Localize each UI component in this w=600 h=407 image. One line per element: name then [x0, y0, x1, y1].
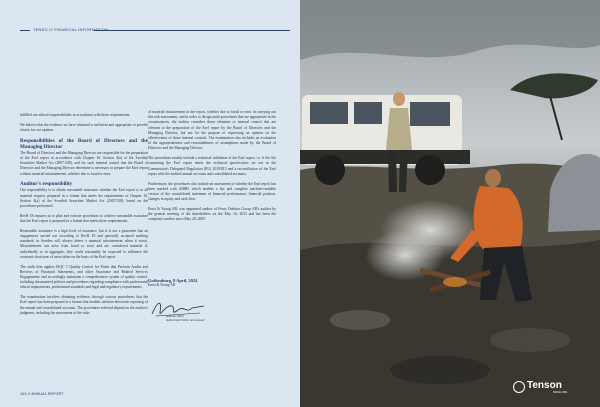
- text-column-right: [148, 110, 276, 227]
- logo-tagline: SINCE 1951: [553, 391, 568, 394]
- header-rule-right: [94, 30, 290, 31]
- intro-paragraph: fulfilled our ethical responsibilities in accordance with these requirements.: [20, 113, 131, 117]
- page-footer: 104 /// ANNUAL REPORT: [20, 392, 64, 396]
- paragraph: Furthermore, the procedures also include an assessment of whether the Esef report has been marked with iXBRL which enables a fair and complete machine-readable version of the consolidated statement of financial performance, financial position, changes in equity and cash flow.: [148, 181, 276, 202]
- paragraph: Ernst & Young AB, was appointed auditor of Fenix Outdoor Group AB's auditor by the general meeting of the shareholders on the May 16, 2023 and has been the company's auditor since May 20, 2005.: [148, 207, 276, 222]
- paragraph: Reasonable assurance is a high level of assurance, but it is not a guarantee that an engagement carried out according to RevR 18 and generally accepted auditing standards in Sweden will always detect a material misstatement when it exists. Misstatements can arise from fraud or error and are considered material if, individually or in aggregate, they could reasonably be expected to influence the economic decisions of users taken on the basis of the Esef report.: [20, 228, 148, 259]
- paragraph: The examination involves obtaining evidence, through various procedures, that the Esef report has been prepared in a format that enables uniform electronic reporting of the annual and consolidated accounts. The procedures selected depend on the auditor's judgment, including the assessment of the risks: [20, 295, 148, 315]
- section-label: TENSO /// FINANCIAL INFORMATION: [33, 27, 109, 32]
- signatory-role: Authorized Public Accountant: [166, 318, 205, 322]
- page-header: [20, 27, 290, 33]
- logo-wordmark: Tenson: [527, 380, 562, 391]
- signature-date: Gothenburg, 8 April, 2024: [148, 278, 198, 283]
- signatory-title: [166, 314, 204, 322]
- audit-firm: Ernst & Young AB: [148, 283, 176, 287]
- header-rule-left: [20, 30, 30, 31]
- paragraph: The Board of Directors and the Managing Director are responsible for the preparation of the Esef report in accordance with Chapter 16, Section 4(a) of the Swedish Securities Market Act (2007:528), and for such internal control that the Board of Directors and the Managing Director determine is necessary to prepare the Esef report without material misstatements, whether due to fraud or error.: [20, 150, 148, 176]
- paragraph: The audit firm applies ISQC 1 Quality Control for Firms that Perform Audits and Reviews of Financial Statements, and other Assurance and Related Services Engagements and accordingly maintains a comprehensive system of quality control, including documented policies and procedures regarding compliance with professional ethical requirements, professional standards and legal and regulatory requirements.: [20, 264, 148, 290]
- paragraph: RevR 18 requires us to plan and execute procedures to achieve reasonable assurance that the Esef report is prepared in a format that meets these requirements.: [20, 213, 148, 224]
- heading-auditor-responsibility: Auditor's responsibility: [20, 181, 73, 188]
- text-column-left: [20, 113, 148, 321]
- intro-paragraph-2: We believe that the evidence we have obtained is sufficient and appropriate to provide a basis for our opinion.: [20, 122, 148, 132]
- paragraph: of material misstatement in the report, whether due to fraud or error. In carrying out this risk assessment, and in order to design audit procedures that are appropriate in the circumstances, the auditor considers those elements of internal control that are relevant to the preparation of the Esef report by the Board of Directors and the Managing Director, but not for the purpose of expressing an opinion on the effectiveness of those internal controls. The examination also includes an evaluation of the appropriateness and reasonableness of assumptions made by the Board of Directors and the Managing Director.: [148, 110, 276, 151]
- tenson-logo: [513, 380, 573, 394]
- signature-block: [148, 278, 276, 322]
- logo-mark-icon: [513, 381, 525, 393]
- campsite-scene-image: [300, 0, 600, 407]
- heading-board-responsibilities: Responsibilities of the Board of Directors and the Managing Director: [20, 137, 148, 150]
- paragraph: Our responsibility is to obtain reasonable assurance whether the Esef report is in all material respects prepared in a format that meets the requirements of Chapter 16, Section 4(a) of the Swedish Securities Market Act (2007:528), based on the procedures performed.: [20, 188, 148, 209]
- outdoor-photo: [300, 0, 600, 407]
- paragraph: The procedures mainly include a technical validation of the Esef report, i.e. if the file containing the Esef report meets the technical specification set out in the Commission's Delegated Regulation (EU) 2019/815 and a reconciliation of the Esef report with the audited annual accounts and consolidated accounts.: [148, 156, 276, 176]
- signatory-name: Andreas Mast: [166, 314, 184, 318]
